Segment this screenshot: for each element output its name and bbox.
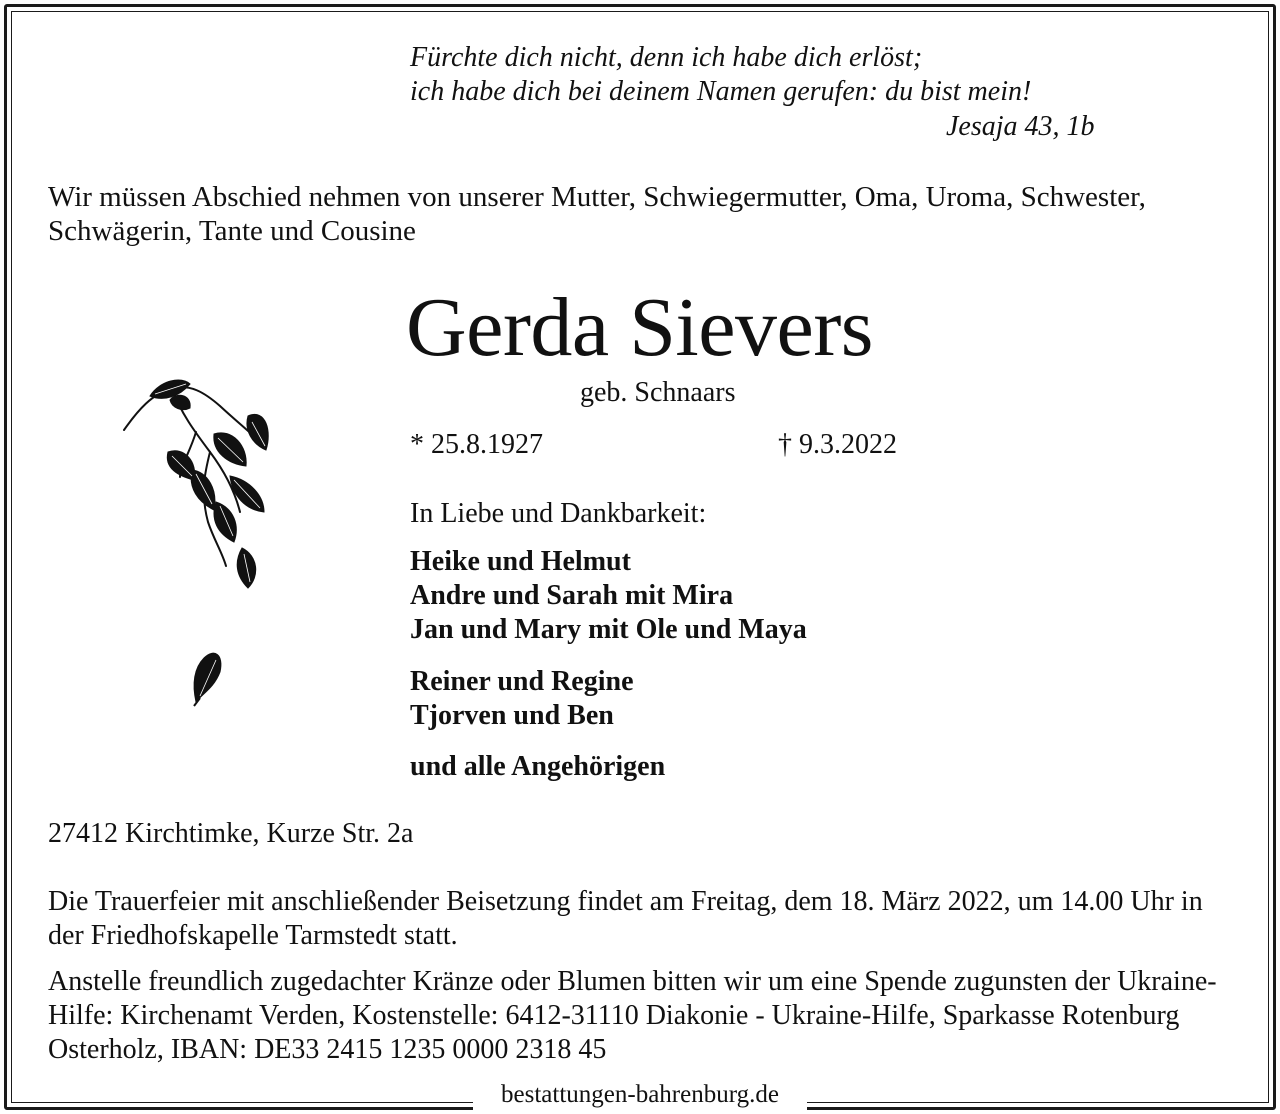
deceased-name: Gerda Sievers (406, 281, 873, 374)
maiden-name: geb. Schnaars (580, 377, 736, 408)
birth-date: * 25.8.1927 (410, 429, 543, 460)
mourner-line: Jan und Mary mit Ole und Maya (410, 614, 807, 645)
mourner-line: Andre und Sarah mit Mira (410, 580, 734, 611)
mourner-line: Tjorven und Ben (410, 700, 614, 731)
mourners-group-1 (410, 545, 807, 647)
footer (0, 1080, 1280, 1110)
birch-branch-icon (110, 372, 290, 722)
death-date: † 9.3.2022 (778, 429, 897, 460)
verse-line-2: ich habe dich bei deinem Namen gerufen: du bist mein! (410, 76, 1032, 107)
donation-notice: Anstelle freundlich zugedachter Kränze oder Blumen bitten wir um eine Spende zugunsten der Ukraine-Hilfe: Kirchenamt Verden, Kostenstelle: 6412-31110 Diakonie - Ukraine-Hilfe, Sparkasse Rotenburg Osterholz, IBAN: DE33 2415 1235 0000 2318 45 (48, 966, 1217, 1065)
mourner-line: Reiner und Regine (410, 666, 634, 697)
gratitude-line: In Liebe und Dankbarkeit: (410, 498, 707, 529)
mourners-group-2 (410, 665, 634, 733)
funeral-home-website[interactable]: bestattungen-bahrenburg.de (473, 1080, 807, 1110)
verse-reference: Jesaja 43, 1b (946, 111, 1095, 142)
mourner-line: und alle Angehörigen (410, 751, 666, 782)
verse-line-1: Fürchte dich nicht, denn ich habe dich erlöst; (410, 42, 923, 73)
funeral-notice: Die Trauerfeier mit anschließender Beisetzung findet am Freitag, dem 18. März 2022, um 14.00 Uhr in der Friedhofskapelle Tarmstedt statt. (48, 886, 1203, 951)
family-address: 27412 Kirchtimke, Kurze Str. 2a (48, 818, 414, 849)
intro-text: Wir müssen Abschied nehmen von unserer Mutter, Schwiegermutter, Oma, Uroma, Schwester, Schwägerin, Tante und Cousine (48, 181, 1146, 247)
mourner-line: Heike und Helmut (410, 546, 631, 577)
mourners-closing (410, 750, 665, 784)
bible-verse (410, 41, 1031, 109)
